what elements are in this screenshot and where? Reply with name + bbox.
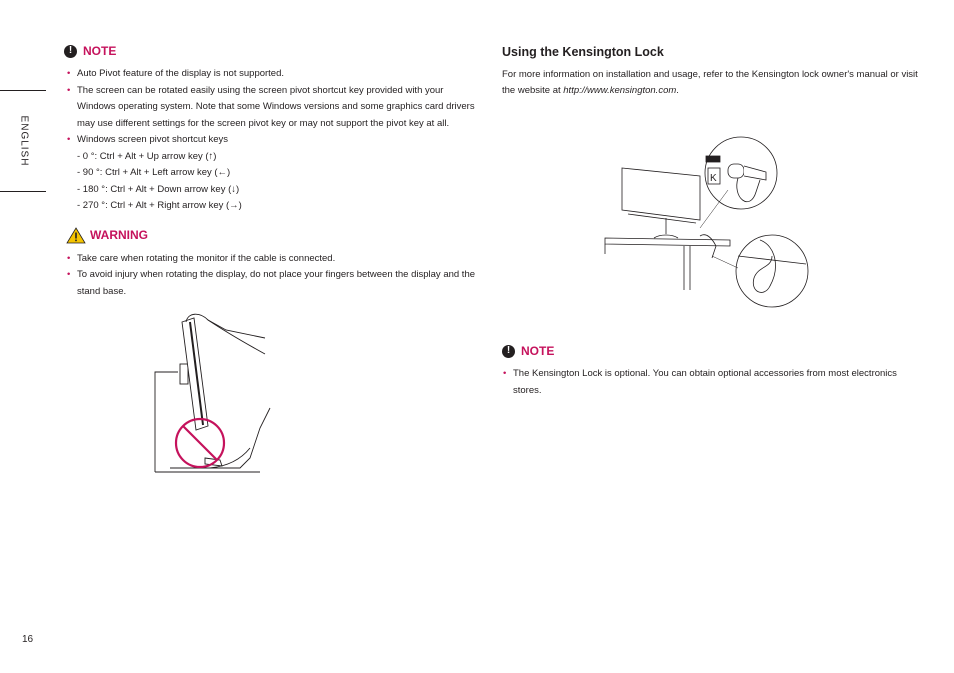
exclamation-circle-icon: ! [502, 345, 515, 358]
svg-text:K: K [710, 173, 717, 184]
warning-list [66, 251, 481, 301]
warning-item: • Take care when rotating the monitor if the cable is connected. [66, 251, 481, 268]
shortcut-item: - 180 °: Ctrl + Alt + Down arrow key (↓) [77, 183, 240, 195]
shortcut-item: - 90 °: Ctrl + Alt + Left arrow key (←) [77, 167, 231, 178]
note-title: NOTE [83, 43, 117, 58]
paragraph-text: For more information on installation and usage, refer to the Kensington lock owner's manual or visit the website at [502, 68, 918, 96]
section-paragraph [502, 67, 922, 100]
note-item: • Auto Pivot feature of the display is not supported. [66, 66, 481, 83]
kensington-lock-illustration [600, 128, 810, 310]
note-list [502, 366, 922, 399]
note-item: • The Kensington Lock is optional. You can obtain optional accessories from most electronics stores. [502, 366, 922, 399]
shortcut-list [77, 149, 481, 215]
monitor-rotation-illustration [150, 308, 280, 478]
exclamation-circle-icon: ! [64, 45, 77, 58]
language-tab [0, 90, 46, 192]
kensington-link[interactable]: http://www.kensington.com [563, 85, 677, 96]
warning-item: • To avoid injury when rotating the display, do not place your fingers between the display and the stand base. [66, 267, 481, 300]
warning-header [66, 225, 481, 247]
note-header [502, 340, 922, 362]
language-label: ENGLISH [18, 115, 30, 167]
left-column [66, 40, 481, 300]
shortcut-item: - 270 °: Ctrl + Alt + Right arrow key (→) [77, 200, 242, 211]
right-column [502, 40, 922, 100]
shortcut-item: - 0 °: Ctrl + Alt + Up arrow key (↑) [77, 150, 217, 162]
section-title: Using the Kensington Lock [502, 45, 664, 59]
page-number: 16 [22, 634, 34, 645]
note-title: NOTE [521, 343, 555, 358]
note-item-text: Windows screen pivot shortcut keys [77, 134, 229, 145]
warning-triangle-icon [66, 227, 86, 244]
note-header [64, 40, 481, 62]
note-item [66, 132, 481, 215]
note-item: • The screen can be rotated easily using the screen pivot shortcut key provided with your Windows operating system. Note that some Windows versions and some graphics card drivers may use different settings for the screen pivot key or may not support the pivot key at all. [66, 83, 481, 133]
note-list [66, 66, 481, 215]
warning-title: WARNING [90, 228, 148, 243]
right-note [502, 340, 922, 399]
paragraph-end: . [676, 85, 679, 96]
